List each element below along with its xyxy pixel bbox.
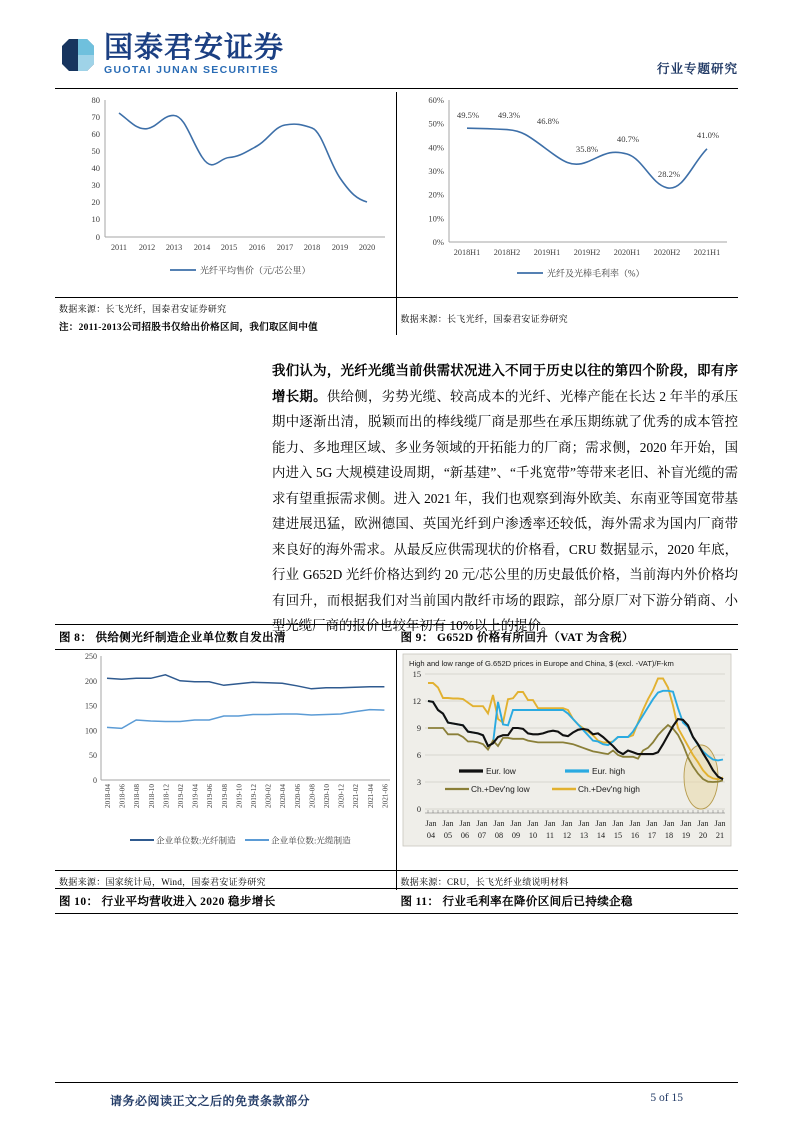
svg-text:9: 9	[416, 724, 421, 733]
top-figure-charts-row	[55, 92, 738, 297]
svg-text:Jan: Jan	[425, 819, 436, 828]
gross-margin-chart	[397, 92, 738, 292]
svg-text:2018H1: 2018H1	[453, 248, 480, 257]
svg-text:2016: 2016	[248, 243, 266, 252]
svg-text:49.3%: 49.3%	[497, 110, 520, 120]
svg-text:Jan: Jan	[697, 819, 708, 828]
svg-text:150: 150	[85, 701, 97, 711]
cru-g652d-chart	[397, 650, 738, 865]
svg-text:04: 04	[426, 831, 435, 840]
logo-text-chinese: 国泰君安证券	[104, 32, 285, 64]
svg-text:30%: 30%	[427, 166, 444, 176]
svg-text:0: 0	[95, 232, 100, 242]
figure-fiber-price	[55, 92, 397, 297]
svg-text:200: 200	[85, 676, 97, 686]
fiber-price-chart	[55, 92, 396, 292]
top-left-source-cell	[55, 298, 397, 335]
svg-text:2018-06: 2018-06	[118, 784, 127, 808]
svg-text:2020-10: 2020-10	[323, 784, 331, 808]
svg-text:Jan: Jan	[680, 819, 691, 828]
svg-text:19: 19	[681, 831, 690, 840]
svg-text:70: 70	[91, 112, 100, 122]
top-left-source: 数据来源：长飞光纤，国泰君安证券研究	[59, 304, 227, 314]
gross-margin-legend-label: 光纤及光棒毛利率（%）	[546, 268, 644, 279]
svg-text:49.5%: 49.5%	[456, 110, 479, 120]
svg-text:2019-04: 2019-04	[191, 784, 200, 808]
svg-text:13: 13	[579, 831, 588, 840]
figure-9-source: 数据来源：CRU，长飞光纤业绩说明材料	[400, 877, 569, 887]
top-figure-table	[55, 92, 738, 335]
svg-text:Jan: Jan	[459, 819, 470, 828]
figure-10-11-table	[55, 888, 738, 914]
svg-text:6: 6	[416, 751, 421, 760]
svg-text:2019-08: 2019-08	[220, 784, 229, 808]
svg-text:60%: 60%	[427, 95, 444, 105]
svg-text:Jan: Jan	[527, 819, 538, 828]
cru-chart-title: High and low range of G.652D prices in Europe and China, $ (excl. -VAT)/F-km	[408, 659, 674, 668]
enterprise-units-chart	[55, 650, 396, 865]
svg-text:2018-10: 2018-10	[147, 784, 156, 808]
svg-text:2019-12: 2019-12	[250, 784, 258, 808]
figure-10-caption: 图 10： 行业平均营收进入 2020 稳步增长	[59, 896, 276, 908]
svg-text:15: 15	[613, 831, 622, 840]
svg-text:2021-04: 2021-04	[366, 784, 375, 808]
svg-text:2019-10: 2019-10	[235, 784, 244, 808]
svg-text:2020H2: 2020H2	[653, 248, 680, 257]
svg-text:35.8%: 35.8%	[575, 144, 598, 154]
header-section-label: 行业专题研究	[656, 62, 738, 76]
svg-text:2018: 2018	[303, 243, 321, 252]
svg-text:2020: 2020	[358, 243, 376, 252]
svg-text:12: 12	[412, 697, 421, 706]
svg-text:2021H1: 2021H1	[693, 248, 720, 257]
svg-text:2020-08: 2020-08	[308, 784, 317, 808]
svg-text:50: 50	[89, 751, 97, 761]
svg-text:50: 50	[91, 146, 100, 156]
logo-text-english: GUOTAI JUNAN SECURITIES	[104, 64, 279, 76]
svg-text:11: 11	[545, 831, 554, 840]
svg-text:2018-04: 2018-04	[104, 784, 112, 808]
svg-text:Jan: Jan	[510, 819, 521, 828]
footer-divider	[55, 1082, 738, 1083]
svg-text:3: 3	[416, 778, 421, 787]
svg-text:09: 09	[511, 831, 520, 840]
fig8-legend-cable: 企业单位数:光缆制造	[271, 835, 351, 846]
svg-text:2018-08: 2018-08	[133, 784, 142, 808]
svg-text:14: 14	[596, 831, 605, 840]
cru-legend-ch-low: Ch.+Dev'ng low	[470, 784, 530, 794]
page-header	[55, 28, 738, 90]
svg-text:2011: 2011	[110, 243, 128, 252]
svg-text:2020-04: 2020-04	[279, 784, 288, 808]
svg-text:07: 07	[477, 831, 486, 840]
svg-text:21: 21	[715, 831, 724, 840]
svg-text:2021-02: 2021-02	[352, 784, 361, 808]
figure-8-9-caption-row	[55, 624, 738, 650]
fig8-legend-fiber: 企业单位数:光纤制造	[156, 835, 236, 846]
svg-text:2015: 2015	[220, 243, 238, 252]
svg-text:10%: 10%	[427, 213, 444, 224]
figure-gross-margin	[397, 92, 739, 297]
svg-text:Jan: Jan	[578, 819, 589, 828]
svg-text:2019: 2019	[331, 243, 349, 252]
svg-text:08: 08	[494, 831, 503, 840]
figure-8-9-charts-row	[55, 650, 738, 870]
top-right-source: 数据来源：长飞光纤，国泰君安证券研究	[400, 314, 568, 324]
svg-text:2019H1: 2019H1	[533, 248, 560, 257]
figure-8-9-table	[55, 624, 738, 890]
svg-text:60: 60	[91, 129, 100, 139]
svg-text:Jan: Jan	[442, 819, 453, 828]
svg-text:Jan: Jan	[612, 819, 623, 828]
svg-text:2012: 2012	[138, 243, 156, 252]
svg-text:46.8%: 46.8%	[536, 116, 559, 126]
svg-text:2014: 2014	[193, 243, 211, 252]
svg-text:20: 20	[698, 831, 707, 840]
svg-text:100: 100	[85, 726, 97, 736]
figure-8-9-source-row	[55, 870, 738, 890]
svg-text:2021-06: 2021-06	[381, 784, 390, 808]
top-left-note: 注：2011-2013公司招股书仅给出价格区间，我们取区间中值	[59, 323, 318, 333]
footer-disclaimer: 请务必阅读正文之后的免责条款部分	[110, 1094, 311, 1108]
cru-legend-eur-high: Eur. high	[591, 766, 625, 776]
svg-text:41.0%: 41.0%	[696, 130, 719, 140]
body-paragraph-lead: 我们认为，光纤光缆当前供需状况进入不同于历史以往的第四个阶段，即有序增长期。	[272, 363, 738, 404]
svg-text:12: 12	[562, 831, 571, 840]
svg-text:2013: 2013	[165, 243, 183, 252]
figure-9-caption: 图 9： G652D 价格有所回升（VAT 为含税）	[400, 632, 634, 644]
svg-text:10: 10	[91, 214, 100, 224]
figure-8-caption: 图 8： 供给侧光纤制造企业单位数自发出清	[59, 632, 286, 644]
svg-text:250: 250	[85, 652, 97, 661]
top-figure-source-row	[55, 297, 738, 335]
svg-text:Jan: Jan	[629, 819, 640, 828]
fiber-price-legend-label: 光纤平均售价（元/芯公里）	[200, 265, 311, 276]
footer-page-number: 5 of 15	[650, 1092, 683, 1104]
header-divider	[55, 88, 738, 89]
svg-text:2017: 2017	[276, 243, 294, 252]
figure-10-11-caption-row	[55, 888, 738, 914]
figure-8-source: 数据来源：国家统计局，Wind，国泰君安证券研究	[59, 877, 266, 887]
svg-text:2018H2: 2018H2	[493, 248, 520, 257]
svg-text:17: 17	[647, 831, 656, 840]
svg-text:10: 10	[528, 831, 537, 840]
figure-11-caption: 图 11： 行业毛利率在降价区间后已持续企稳	[400, 896, 633, 908]
svg-text:2019-02: 2019-02	[177, 784, 185, 808]
body-paragraph-rest: 供给侧，劣势光缆、较高成本的光纤、光棒产能在长达 2 年半的承压期中逐渐出清，脱颖而出的棒线缆厂商是那些在承压期练就了优秀的成本管控能力、多地理区域、多业务领域的开拓能力的厂商；需求侧，2020 年开始，国内进入 5G 大规模建设周期，“新基建”、“千兆宽带”等带来老旧、补盲光缆的需求有望重振需求侧。进入 2021 年，我们也观察到海外欧美、东南亚等国宽带基建进展迅猛，欧洲德国、英国光纤到户渗透率还较低，海外需求为国内厂商带来良好的海外需求。从最反应供需现状的价格看，CRU 数据显示，2020 年底，行业 G652D 光纤价格达到约 20 元/芯公里的历史最低价格，当前海内外价格均有回升，而根据我们对当前国内散纤市场的跟踪，部分原厂对下游分销商、小型光缆厂商的报价也较年初有 10%以上的提价。	[272, 388, 739, 633]
svg-text:0: 0	[93, 776, 97, 785]
svg-text:Jan: Jan	[595, 819, 606, 828]
svg-text:2019-06: 2019-06	[206, 784, 215, 808]
svg-text:80: 80	[91, 95, 100, 105]
svg-text:40.7%: 40.7%	[616, 134, 639, 144]
svg-text:40: 40	[91, 163, 100, 173]
svg-text:18: 18	[664, 831, 673, 840]
svg-text:50%: 50%	[427, 118, 444, 129]
svg-text:2019H2: 2019H2	[573, 248, 600, 257]
figure-9-body	[397, 650, 739, 870]
svg-text:28.2%: 28.2%	[657, 169, 680, 179]
body-paragraph	[272, 358, 738, 639]
svg-text:Jan: Jan	[663, 819, 674, 828]
figure-8-body	[55, 650, 397, 870]
svg-text:20%: 20%	[427, 189, 444, 200]
cru-legend-eur-low: Eur. low	[485, 766, 516, 776]
svg-text:2020-06: 2020-06	[293, 784, 302, 808]
cru-legend-ch-high: Ch.+Dev'ng high	[577, 784, 640, 794]
svg-text:2020H1: 2020H1	[613, 248, 640, 257]
svg-text:40%: 40%	[427, 142, 444, 153]
logo-mark-icon	[60, 37, 96, 73]
svg-text:2020-12: 2020-12	[337, 784, 346, 808]
svg-text:Jan: Jan	[561, 819, 572, 828]
company-logo	[60, 33, 284, 76]
svg-text:0%: 0%	[432, 237, 444, 247]
svg-text:2020-02: 2020-02	[264, 784, 273, 808]
top-right-source-cell	[397, 298, 739, 335]
svg-text:20: 20	[91, 197, 100, 207]
svg-text:Jan: Jan	[476, 819, 487, 828]
svg-text:30: 30	[91, 180, 100, 190]
svg-text:Jan: Jan	[714, 819, 725, 828]
svg-text:Jan: Jan	[646, 819, 657, 828]
svg-text:05: 05	[443, 831, 452, 840]
svg-text:Jan: Jan	[493, 819, 504, 828]
svg-text:15: 15	[412, 670, 421, 679]
svg-text:Jan: Jan	[544, 819, 555, 828]
svg-text:06: 06	[460, 831, 469, 840]
svg-text:16: 16	[630, 831, 639, 840]
svg-text:0: 0	[416, 805, 421, 814]
svg-text:2018-12: 2018-12	[162, 784, 171, 808]
